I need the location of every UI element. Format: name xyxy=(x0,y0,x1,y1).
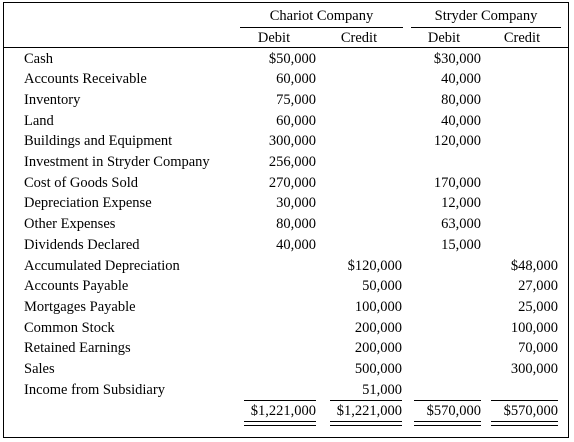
totals-row xyxy=(4,401,568,422)
amount-cell: 200,000 xyxy=(354,319,402,336)
company-header-stryder: Stryder Company xyxy=(411,6,561,28)
account-label: Retained Earnings xyxy=(24,340,131,357)
table-row xyxy=(4,359,568,380)
subtotal-rule-3 xyxy=(414,400,481,401)
amount-cell: 50,000 xyxy=(362,278,402,295)
stryder-debit-header: Debit xyxy=(427,30,461,46)
account-label: Accounts Receivable xyxy=(24,71,147,88)
account-label: Accounts Payable xyxy=(24,278,129,295)
amount-cell: 70,000 xyxy=(518,340,558,357)
total-chariot-debit: $1,221,000 xyxy=(250,403,316,419)
account-label: Cost of Goods Sold xyxy=(24,174,139,191)
account-label: Depreciation Expense xyxy=(24,195,152,212)
amount-cell: $30,000 xyxy=(433,50,481,67)
amount-cell: 60,000 xyxy=(276,71,316,88)
amount-cell: 256,000 xyxy=(268,154,316,170)
trial-balance-table xyxy=(3,2,569,438)
amount-cell: 100,000 xyxy=(510,319,558,336)
total-stryder-debit: $570,000 xyxy=(426,403,481,419)
amount-cell: 60,000 xyxy=(276,112,316,129)
table-row xyxy=(4,152,568,173)
table-row xyxy=(4,276,568,297)
amount-cell: 200,000 xyxy=(354,340,402,357)
table-row xyxy=(4,256,568,277)
table-row xyxy=(4,49,568,70)
stryder-credit-header: Credit xyxy=(503,30,541,46)
table-row xyxy=(4,214,568,235)
total-stryder-credit: $570,000 xyxy=(503,403,558,419)
amount-cell: 170,000 xyxy=(433,174,481,191)
amount-cell: 12,000 xyxy=(441,195,481,212)
amount-cell: $120,000 xyxy=(347,257,402,274)
chariot-credit-header: Credit xyxy=(340,30,378,46)
account-label: Other Expenses xyxy=(24,216,116,233)
amount-cell: 120,000 xyxy=(433,133,481,150)
total-double-rule-2 xyxy=(330,421,402,426)
table-row xyxy=(4,193,568,214)
company-header-chariot: Chariot Company xyxy=(240,6,403,28)
amount-cell: 25,000 xyxy=(518,298,558,315)
amount-cell: 30,000 xyxy=(276,195,316,212)
amount-cell: 300,000 xyxy=(510,361,558,377)
total-chariot-credit: $1,221,000 xyxy=(336,403,402,419)
amount-cell: 270,000 xyxy=(268,174,316,191)
amount-cell: 100,000 xyxy=(354,298,402,315)
account-label: Cash xyxy=(24,50,53,67)
table-row xyxy=(4,90,568,111)
subtotal-rule-4 xyxy=(491,400,558,401)
account-label: Land xyxy=(24,112,54,129)
amount-cell: $50,000 xyxy=(268,50,316,67)
account-label: Buildings and Equipment xyxy=(24,133,173,150)
amount-cell: 40,000 xyxy=(441,112,481,129)
amount-cell: 80,000 xyxy=(441,91,481,108)
table-row xyxy=(4,111,568,132)
amount-cell: 15,000 xyxy=(441,236,481,253)
total-double-rule-4 xyxy=(491,421,558,426)
amount-cell: $48,000 xyxy=(510,257,558,274)
account-label: Investment in Stryder Company xyxy=(24,154,210,170)
table-row xyxy=(4,318,568,339)
total-double-rule-1 xyxy=(244,421,316,426)
account-label: Dividends Declared xyxy=(24,236,140,253)
amount-cell: 500,000 xyxy=(354,361,402,377)
amount-cell: 27,000 xyxy=(518,278,558,295)
amount-cell: 75,000 xyxy=(276,91,316,108)
table-row xyxy=(4,297,568,318)
table-row xyxy=(4,380,568,401)
amount-cell: 63,000 xyxy=(441,216,481,233)
table-row xyxy=(4,131,568,152)
amount-cell: 40,000 xyxy=(276,236,316,253)
account-label: Accumulated Depreciation xyxy=(24,257,180,274)
table-row xyxy=(4,338,568,359)
account-label: Inventory xyxy=(24,91,81,108)
account-label: Common Stock xyxy=(24,319,115,336)
account-label: Mortgages Payable xyxy=(24,298,136,315)
table-row xyxy=(4,69,568,90)
subtotal-rule-2 xyxy=(330,400,402,401)
chariot-debit-header: Debit xyxy=(257,30,291,46)
subtotal-rule-1 xyxy=(244,400,316,401)
table-row xyxy=(4,235,568,256)
table-row xyxy=(4,173,568,194)
amount-cell: 51,000 xyxy=(362,381,402,398)
amount-cell: 80,000 xyxy=(276,216,316,233)
total-double-rule-3 xyxy=(414,421,481,426)
account-label: Sales xyxy=(24,361,55,377)
amount-cell: 300,000 xyxy=(268,133,316,150)
account-label: Income from Subsidiary xyxy=(24,381,165,398)
amount-cell: 40,000 xyxy=(441,71,481,88)
